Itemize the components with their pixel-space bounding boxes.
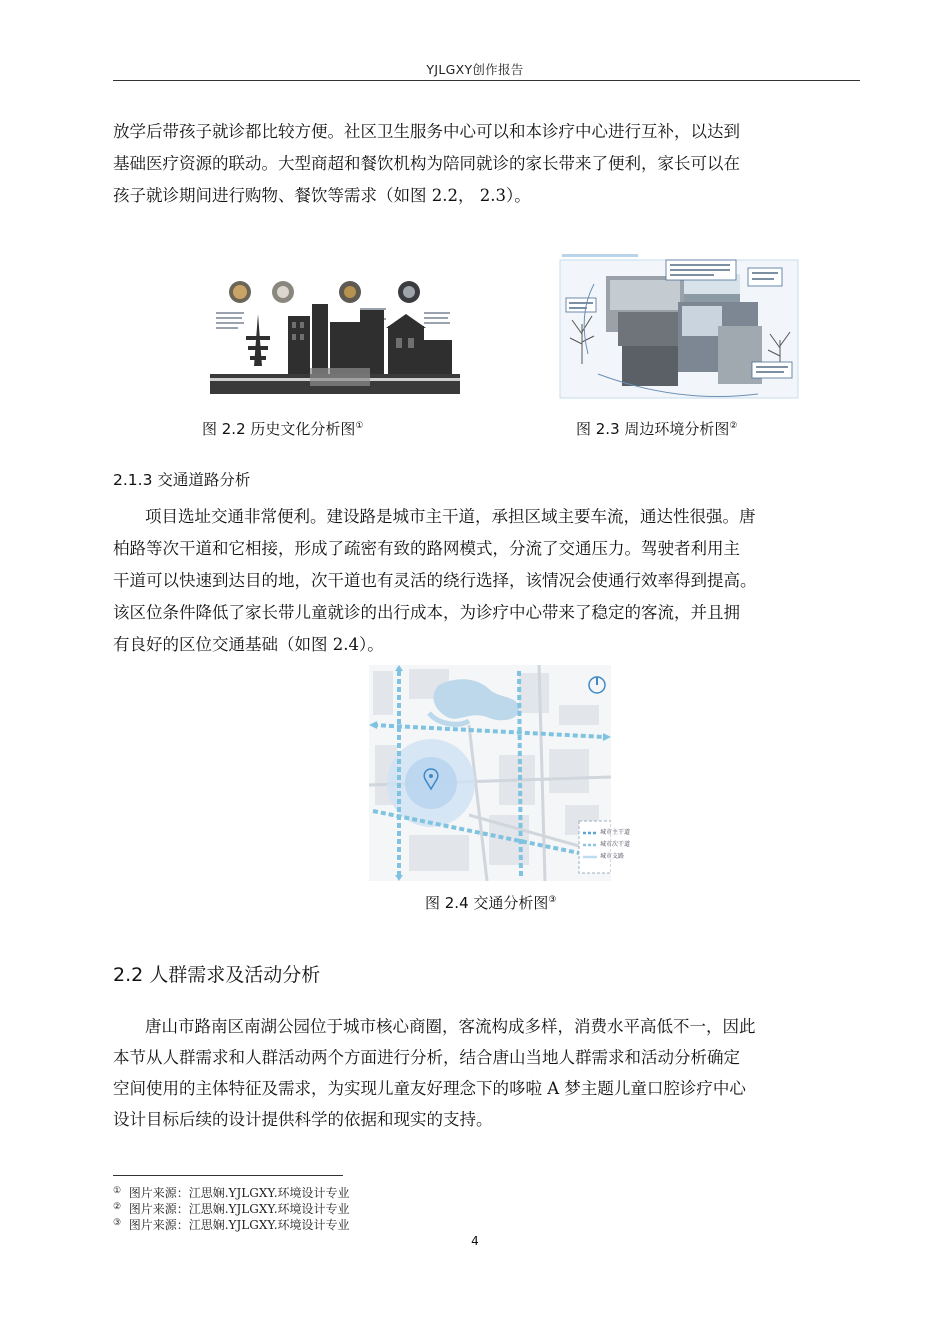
figure-2-4-legend [600,827,640,863]
section-2-1-3-line-3: 干道可以快速到达目的地，次干道也有灵活的绕行选择，该情况会使通行效率得到提高。 [113,571,757,590]
footnote-ref-3: ③ [548,895,557,905]
section-2-2-line-3: 空间使用的主体特征及需求，为实现儿童友好理念下的哆啦 A 梦主题儿童口腔诊疗中心 [113,1079,746,1098]
figure-2-4-caption [425,892,556,913]
intro-line-3: 孩子就诊期间进行购物、餐饮等需求（如图 2.2， 2.3）。 [113,186,531,205]
footnote-rule [113,1175,343,1176]
footnote-1-text: 图片来源：江思娴.YJLGXY.环境设计专业 [128,1186,350,1200]
figure-2-4-caption-text: 图 2.4 交通分析图 [425,894,549,912]
intro-line-2: 基础医疗资源的联动。大型商超和餐饮机构为陪同就诊的家长带来了便利，家长可以在 [113,154,740,173]
header-rule [113,80,860,81]
footnote-ref-2: ② [729,421,738,431]
legend-branch-road: 城市支路 [600,853,625,860]
section-2-1-3-line-4: 该区位条件降低了家长带儿童就诊的出行成本，为诊疗中心带来了稳定的客流，并且拥 [113,603,740,622]
footnote-2-mark: ② [113,1202,122,1212]
figure-2-3-image [558,254,806,404]
intro-line-1: 放学后带孩子就诊都比较方便。社区卫生服务中心可以和本诊疗中心进行互补，以达到 [113,122,740,141]
footnote-3-mark: ③ [113,1218,122,1228]
section-2-1-3-line-5: 有良好的区位交通基础（如图 2.4）。 [113,635,384,654]
section-heading-2-2: 2.2 人群需求及活动分析 [113,964,321,986]
figure-2-3-caption-text: 图 2.3 周边环境分析图 [576,420,730,438]
footnote-ref-1: ① [355,421,364,431]
footnote-3-text: 图片来源：江思娴.YJLGXY.环境设计专业 [128,1218,350,1232]
legend-main-road: 城市主干道 [600,829,631,836]
page-number: 4 [471,1234,479,1248]
footnote-2-text: 图片来源：江思娴.YJLGXY.环境设计专业 [128,1202,350,1216]
figure-2-2-caption-text: 图 2.2 历史文化分析图 [202,420,356,438]
figure-2-3-caption [576,418,737,439]
figure-2-2-image [210,276,460,394]
figure-2-2-caption [202,418,363,439]
footnote-1-mark: ① [113,1186,122,1196]
section-2-2-line-4: 设计目标后续的设计提供科学的依据和现实的支持。 [113,1110,493,1129]
legend-secondary-road: 城市次干道 [600,841,631,848]
section-2-1-3-line-1: 项目选址交通非常便利。建设路是城市主干道，承担区域主要车流，通达性很强。唐 [145,507,756,526]
section-2-2-line-2: 本节从人群需求和人群活动两个方面进行分析，结合唐山当地人群需求和活动分析确定 [113,1048,740,1067]
section-heading-2-1-3: 2.1.3 交通道路分析 [113,471,251,489]
running-header: YJLGXY创作报告 [426,62,524,77]
section-2-2-line-1: 唐山市路南区南湖公园位于城市核心商圈，客流构成多样，消费水平高低不一，因此 [145,1017,756,1036]
figure-2-4-map [369,665,611,881]
section-2-1-3-line-2: 柏路等次干道和它相接，形成了疏密有致的路网模式，分流了交通压力。驾驶者利用主 [113,539,740,558]
footnote-3 [113,1215,350,1233]
